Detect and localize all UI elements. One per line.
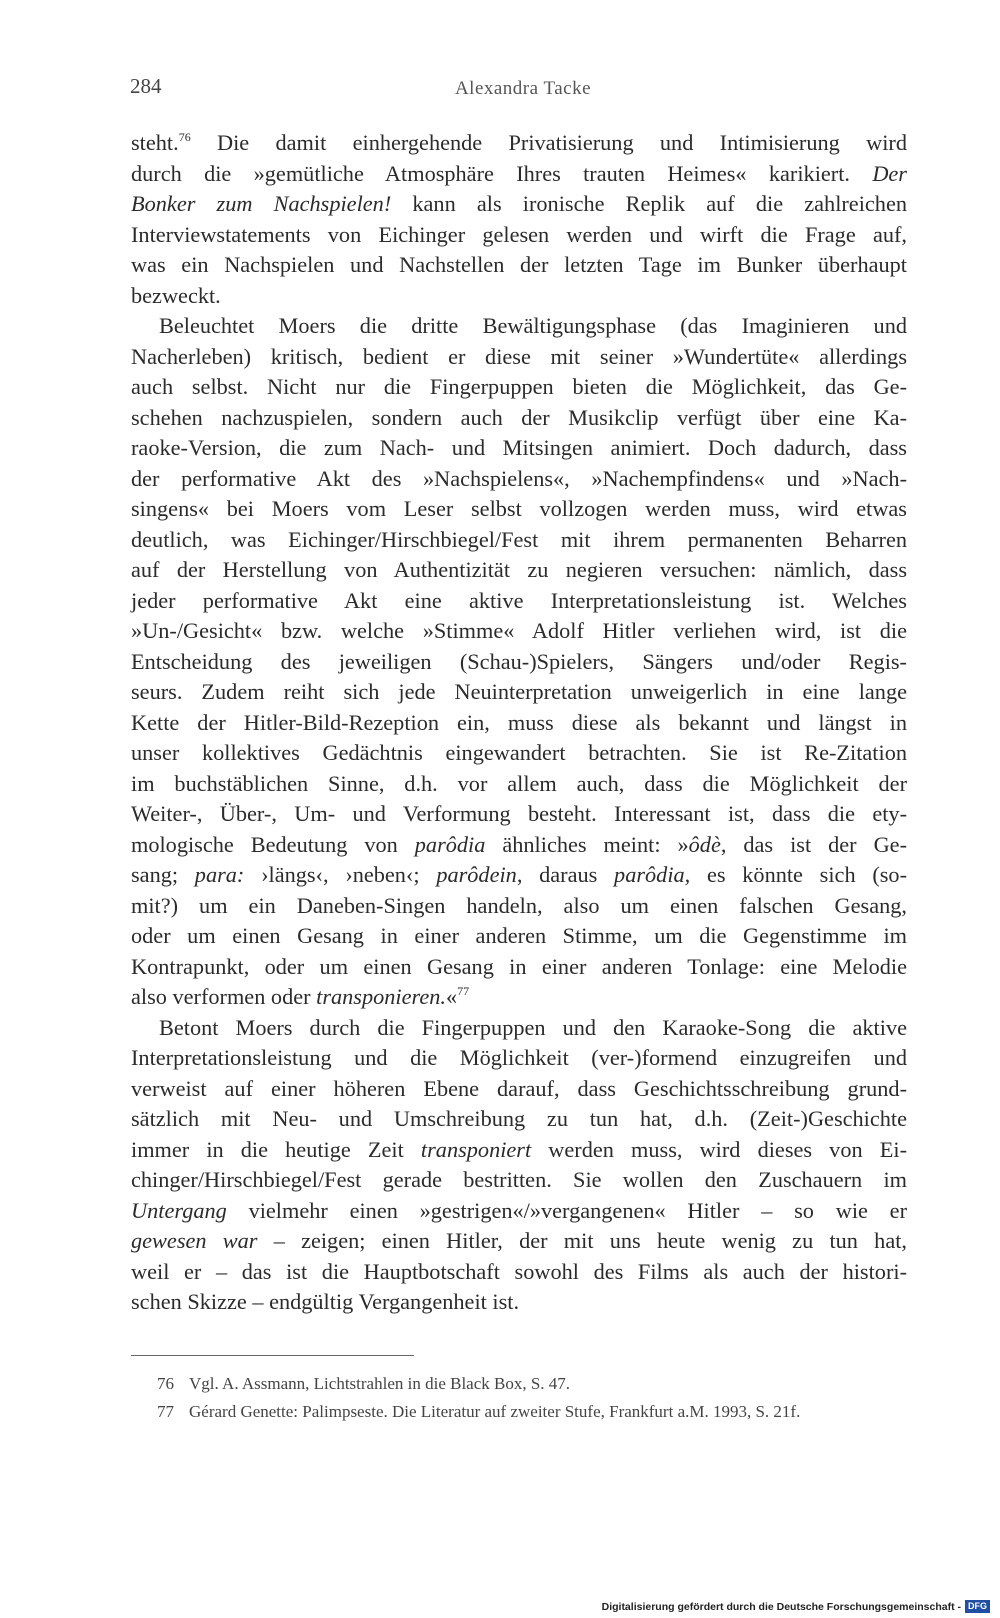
footnotes — [131, 1370, 931, 1426]
text-segment: werden muss, wird dieses von Ei- — [531, 1136, 907, 1162]
text-line — [131, 1196, 907, 1227]
text-segment: was ein Nachspielen und Nachstellen der letzten Tage im Bunker überhaupt — [131, 252, 907, 277]
text-line — [131, 342, 907, 373]
italic-text: Der — [872, 160, 907, 186]
text-line — [131, 128, 907, 159]
text-segment: Beleuchtet Moers die dritte Bewältigungsphase (das Imaginieren und — [159, 313, 907, 338]
italic-text: Bonker zum Nachspielen! — [131, 191, 392, 216]
text-segment: »Un-/Gesicht« bzw. welche »Stimme« Adolf Hitler verliehen wird, ist die — [131, 618, 907, 643]
text-segment: mologische Bedeutung von — [131, 831, 415, 857]
text-line — [131, 433, 907, 464]
text-line — [131, 921, 907, 952]
text-segment: auf der Herstellung von Authentizität zu negieren versuchen: nämlich, dass — [131, 557, 907, 582]
text-line — [131, 1013, 907, 1044]
italic-text: parôdein — [436, 862, 517, 887]
text-segment: weil er – das ist die Hauptbotschaft sowohl des Films als auch der histori- — [131, 1258, 907, 1284]
text-segment: schehen nachzuspielen, sondern auch der Musikclip verfügt über eine Ka- — [131, 404, 907, 430]
text-segment: Interpretationsleistung und die Möglichkeit (ver-)formend einzugreifen und — [131, 1045, 907, 1070]
text-line — [131, 464, 907, 495]
italic-text: parôdia, — [614, 862, 691, 887]
text-line — [131, 830, 907, 861]
text-segment: Kette der Hitler-Bild-Rezeption ein, muss diese als bekannt und längst in — [131, 709, 907, 735]
text-line — [131, 1074, 907, 1105]
text-segment: oder um einen Gesang in einer anderen Stimme, um die Gegenstimme im — [131, 923, 907, 948]
footnote-text: Gérard Genette: Palimpseste. Die Literatur auf zweiter Stufe, Frankfurt a.M. 1993, S. 21f. — [189, 1402, 801, 1421]
text-segment: der performative Akt des »Nachspielens«, »Nachempfindens« und »Nach- — [131, 465, 907, 491]
text-line — [131, 586, 907, 617]
text-line — [131, 159, 907, 190]
text-segment: es könnte sich (so- — [690, 862, 907, 887]
text-segment: sang; — [131, 862, 195, 887]
text-segment: schen Skizze – endgültig Vergangenheit ist. — [131, 1289, 520, 1314]
text-segment: deutlich, was Eichinger/Hirschbiegel/Fest mit ihrem permanenten Beharren — [131, 526, 907, 552]
text-segment: raoke-Version, die zum Nach- und Mitsingen animiert. Doch dadurch, dass — [131, 435, 907, 460]
text-segment: « — [445, 984, 458, 1009]
text-line — [131, 525, 907, 556]
text-segment: ›längs‹, ›neben‹; — [244, 862, 437, 887]
text-segment: ähnliches meint: » — [485, 831, 689, 857]
dfg-logo: DFG — [965, 1600, 990, 1613]
footnote-77 — [131, 1398, 931, 1426]
text-line — [131, 403, 907, 434]
footnote-76 — [131, 1370, 931, 1398]
text-segment: jeder performative Akt eine aktive Interpretationsleistung ist. Welches — [131, 587, 907, 613]
text-line — [131, 860, 907, 891]
text-segment: seurs. Zudem reiht sich jede Neuinterpretation unweigerlich in eine lange — [131, 679, 907, 704]
footnote-text: Vgl. A. Assmann, Lichtstrahlen in die Black Box, S. 47. — [189, 1374, 571, 1393]
italic-text: transponieren. — [316, 984, 446, 1009]
text-line — [131, 769, 907, 800]
text-line — [131, 708, 907, 739]
text-line — [131, 189, 907, 220]
text-segment: auch selbst. Nicht nur die Fingerpuppen bieten die Möglichkeit, das Ge- — [131, 374, 907, 399]
text-segment: mit?) um ein Daneben-Singen handeln, also um einen falschen Gesang, — [131, 892, 907, 918]
running-head: Alexandra Tacke — [454, 78, 592, 99]
text-segment: durch die »gemütliche Atmosphäre Ihres trauten Heimes« karikiert. — [131, 160, 873, 186]
text-line — [131, 616, 907, 647]
text-segment: sätzlich mit Neu- und Umschreibung zu tun hat, d.h. (Zeit-)Geschichte — [131, 1106, 907, 1131]
text-segment: im buchstäblichen Sinne, d.h. vor allem auch, dass die Möglichkeit der — [131, 770, 907, 796]
text-line — [131, 1135, 907, 1166]
text-line — [131, 494, 907, 525]
italic-text: Untergang — [131, 1197, 227, 1223]
text-segment: verweist auf einer höheren Ebene darauf, dass Geschichtsschreibung grund- — [131, 1075, 907, 1101]
text-line — [131, 982, 907, 1013]
text-line — [131, 952, 907, 983]
text-line — [131, 372, 907, 403]
footnote-number: 77 — [157, 1402, 174, 1421]
text-line — [131, 1287, 907, 1318]
text-line — [131, 891, 907, 922]
text-segment: singens« bei Moers vom Leser selbst vollzogen werden muss, wird etwas — [131, 496, 907, 521]
text-line — [131, 1165, 907, 1196]
text-segment: vielmehr einen »gestrigen«/»vergangenen« Hitler – so wie er — [226, 1197, 907, 1223]
italic-text: ôdè — [688, 831, 721, 857]
digitization-credit — [602, 1600, 990, 1613]
text-segment: kann als ironische Replik auf die zahlreichen — [391, 191, 907, 216]
text-segment: Die damit einhergehende Privatisierung und Intimisierung wird — [190, 130, 907, 155]
text-line — [131, 647, 907, 678]
text-segment: Weiter-, Über-, Um- und Verformung besteht. Interessant ist, dass die ety- — [131, 801, 907, 826]
text-segment: unser kollektives Gedächtnis eingewandert betrachten. Sie ist Re-Zitation — [131, 740, 907, 765]
text-segment: , daraus — [516, 862, 615, 887]
italic-text: parôdia — [414, 831, 486, 857]
text-line — [131, 738, 907, 769]
footnote-divider — [131, 1355, 414, 1356]
footnote-number: 76 — [157, 1374, 174, 1393]
text-segment: Nacherleben) kritisch, bedient er diese mit seiner »Wundertüte« allerdings — [131, 343, 907, 369]
text-line — [131, 311, 907, 342]
body-text — [131, 128, 907, 1318]
credit-text: Digitalisierung gefördert durch die Deutsche Forschungsgemeinschaft - — [601, 1600, 961, 1613]
text-segment: steht. — [131, 130, 179, 155]
text-line — [131, 1226, 907, 1257]
text-line — [131, 1043, 907, 1074]
text-line — [131, 250, 907, 281]
text-segment: bezweckt. — [131, 282, 221, 308]
text-segment: chinger/Hirschbiegel/Fest gerade bestritten. Sie wollen den Zuschauern im — [131, 1167, 907, 1192]
text-segment: Kontrapunkt, oder um einen Gesang in einer anderen Tonlage: eine Melodie — [131, 953, 907, 979]
text-segment: immer in die heutige Zeit — [131, 1136, 421, 1162]
italic-text: para: — [194, 862, 245, 887]
text-line — [131, 281, 907, 312]
text-line — [131, 220, 907, 251]
text-segment: Entscheidung des jeweiligen (Schau-)Spielers, Sängers und/oder Regis- — [131, 648, 907, 674]
italic-text: transponiert — [420, 1136, 532, 1162]
text-segment: Interviewstatements von Eichinger gelesen werden und wirft die Frage auf, — [131, 221, 907, 247]
text-segment: , das ist der Ge- — [720, 831, 907, 857]
page-number: 284 — [130, 74, 162, 98]
footnote-reference: 77 — [457, 984, 470, 998]
text-line — [131, 555, 907, 586]
text-segment: – zeigen; einen Hitler, der mit uns heute wenig zu tun hat, — [257, 1228, 907, 1253]
text-segment: also verformen oder — [131, 984, 317, 1009]
footnote-reference: 76 — [178, 130, 191, 144]
text-line — [131, 1257, 907, 1288]
text-line — [131, 1104, 907, 1135]
text-segment: Betont Moers durch die Fingerpuppen und den Karaoke-Song die aktive — [159, 1014, 907, 1040]
text-line — [131, 799, 907, 830]
italic-text: gewesen war — [131, 1228, 258, 1253]
text-line — [131, 677, 907, 708]
